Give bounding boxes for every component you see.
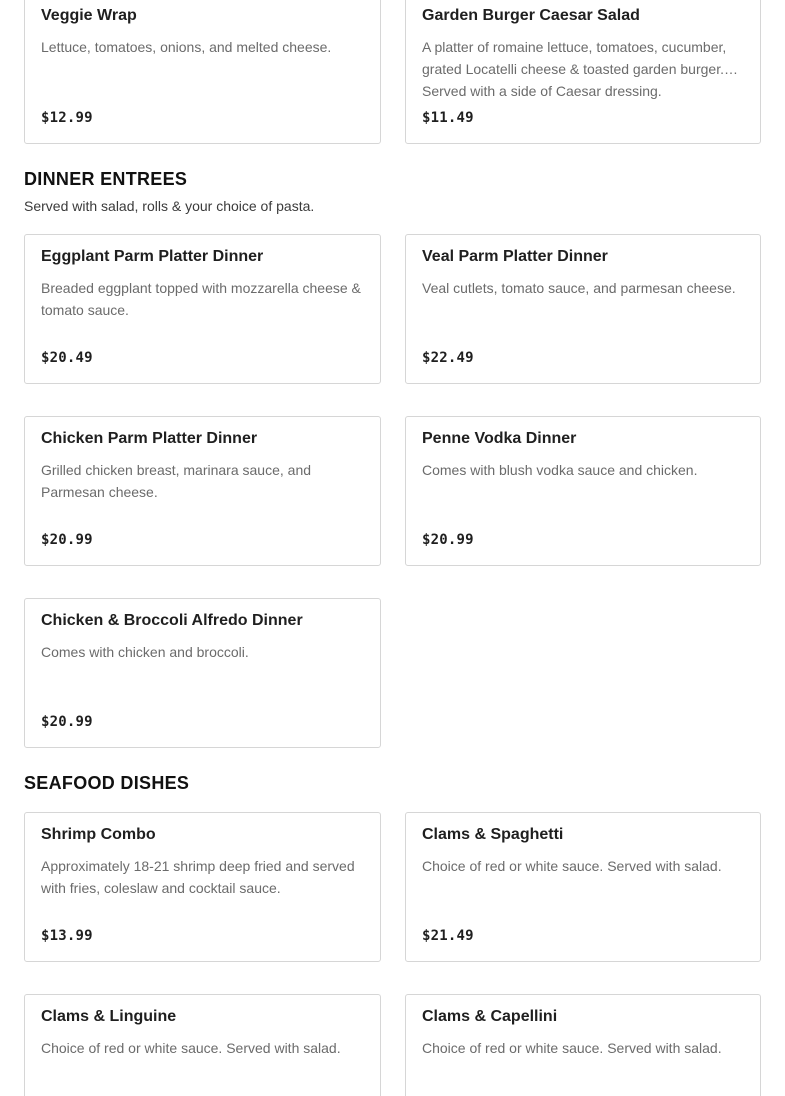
menu-item-card[interactable] [24, 994, 381, 1096]
item-name: Clams & Spaghetti [422, 826, 564, 843]
item-price: $12.99 [41, 110, 93, 126]
item-name: Veggie Wrap [41, 7, 137, 24]
menu-item-card[interactable] [24, 812, 381, 962]
item-description: Choice of red or white sauce. Served with salad. [41, 1040, 341, 1056]
item-description: Choice of red or white sauce. Served with salad. [422, 858, 722, 874]
item-name: Eggplant Parm Platter Dinner [41, 248, 264, 265]
item-name: Veal Parm Platter Dinner [422, 248, 608, 265]
menu-item-card[interactable] [405, 994, 761, 1096]
item-price: $20.99 [41, 532, 93, 548]
item-price: $13.99 [41, 928, 93, 944]
item-name: Clams & Linguine [41, 1008, 177, 1025]
item-name: Penne Vodka Dinner [422, 430, 577, 447]
menu-item-card[interactable] [24, 234, 381, 384]
item-name: Chicken Parm Platter Dinner [41, 430, 258, 447]
menu-item-card[interactable] [24, 0, 381, 144]
item-description: A platter of romaine lettuce, tomatoes, cucumber, grated Locatelli cheese & toasted garden burger. Served with a side of Caesar dressing. [422, 39, 727, 99]
menu-item-card[interactable] [24, 598, 381, 748]
menu-item-card[interactable] [405, 416, 761, 566]
menu-item-card[interactable] [24, 416, 381, 566]
item-price: $20.49 [41, 350, 93, 366]
menu-item-card[interactable] [405, 812, 761, 962]
item-name: Clams & Capellini [422, 1008, 558, 1025]
item-description: Grilled chicken breast, marinara sauce, and Parmesan cheese. [41, 462, 312, 500]
item-description: Breaded eggplant topped with mozzarella cheese & tomato sauce. [41, 280, 361, 318]
menu-item-card[interactable] [405, 234, 761, 384]
item-description: Comes with blush vodka sauce and chicken. [422, 462, 698, 478]
section-subtitle: Served with salad, rolls & your choice of pasta. [24, 198, 315, 214]
item-price: $22.49 [422, 350, 474, 366]
item-name: Shrimp Combo [41, 826, 156, 843]
item-price: $20.99 [41, 714, 93, 730]
item-name: Garden Burger Caesar Salad [422, 7, 640, 24]
item-description: Choice of red or white sauce. Served with salad. [422, 1040, 722, 1056]
item-description: Approximately 18-21 shrimp deep fried and served with fries, coleslaw and cocktail sauce. [41, 858, 355, 896]
item-description: Veal cutlets, tomato sauce, and parmesan cheese. [422, 280, 736, 296]
item-name: Chicken & Broccoli Alfredo Dinner [41, 612, 303, 629]
item-description: Lettuce, tomatoes, onions, and melted cheese. [41, 39, 332, 55]
item-price: $11.49 [422, 110, 474, 126]
section-title: SEAFOOD DISHES [24, 773, 190, 793]
item-description: Comes with chicken and broccoli. [41, 644, 249, 660]
item-price: $21.49 [422, 928, 474, 944]
item-price: $20.99 [422, 532, 474, 548]
menu-item-card[interactable] [405, 0, 761, 144]
section-title: DINNER ENTREES [24, 169, 188, 189]
